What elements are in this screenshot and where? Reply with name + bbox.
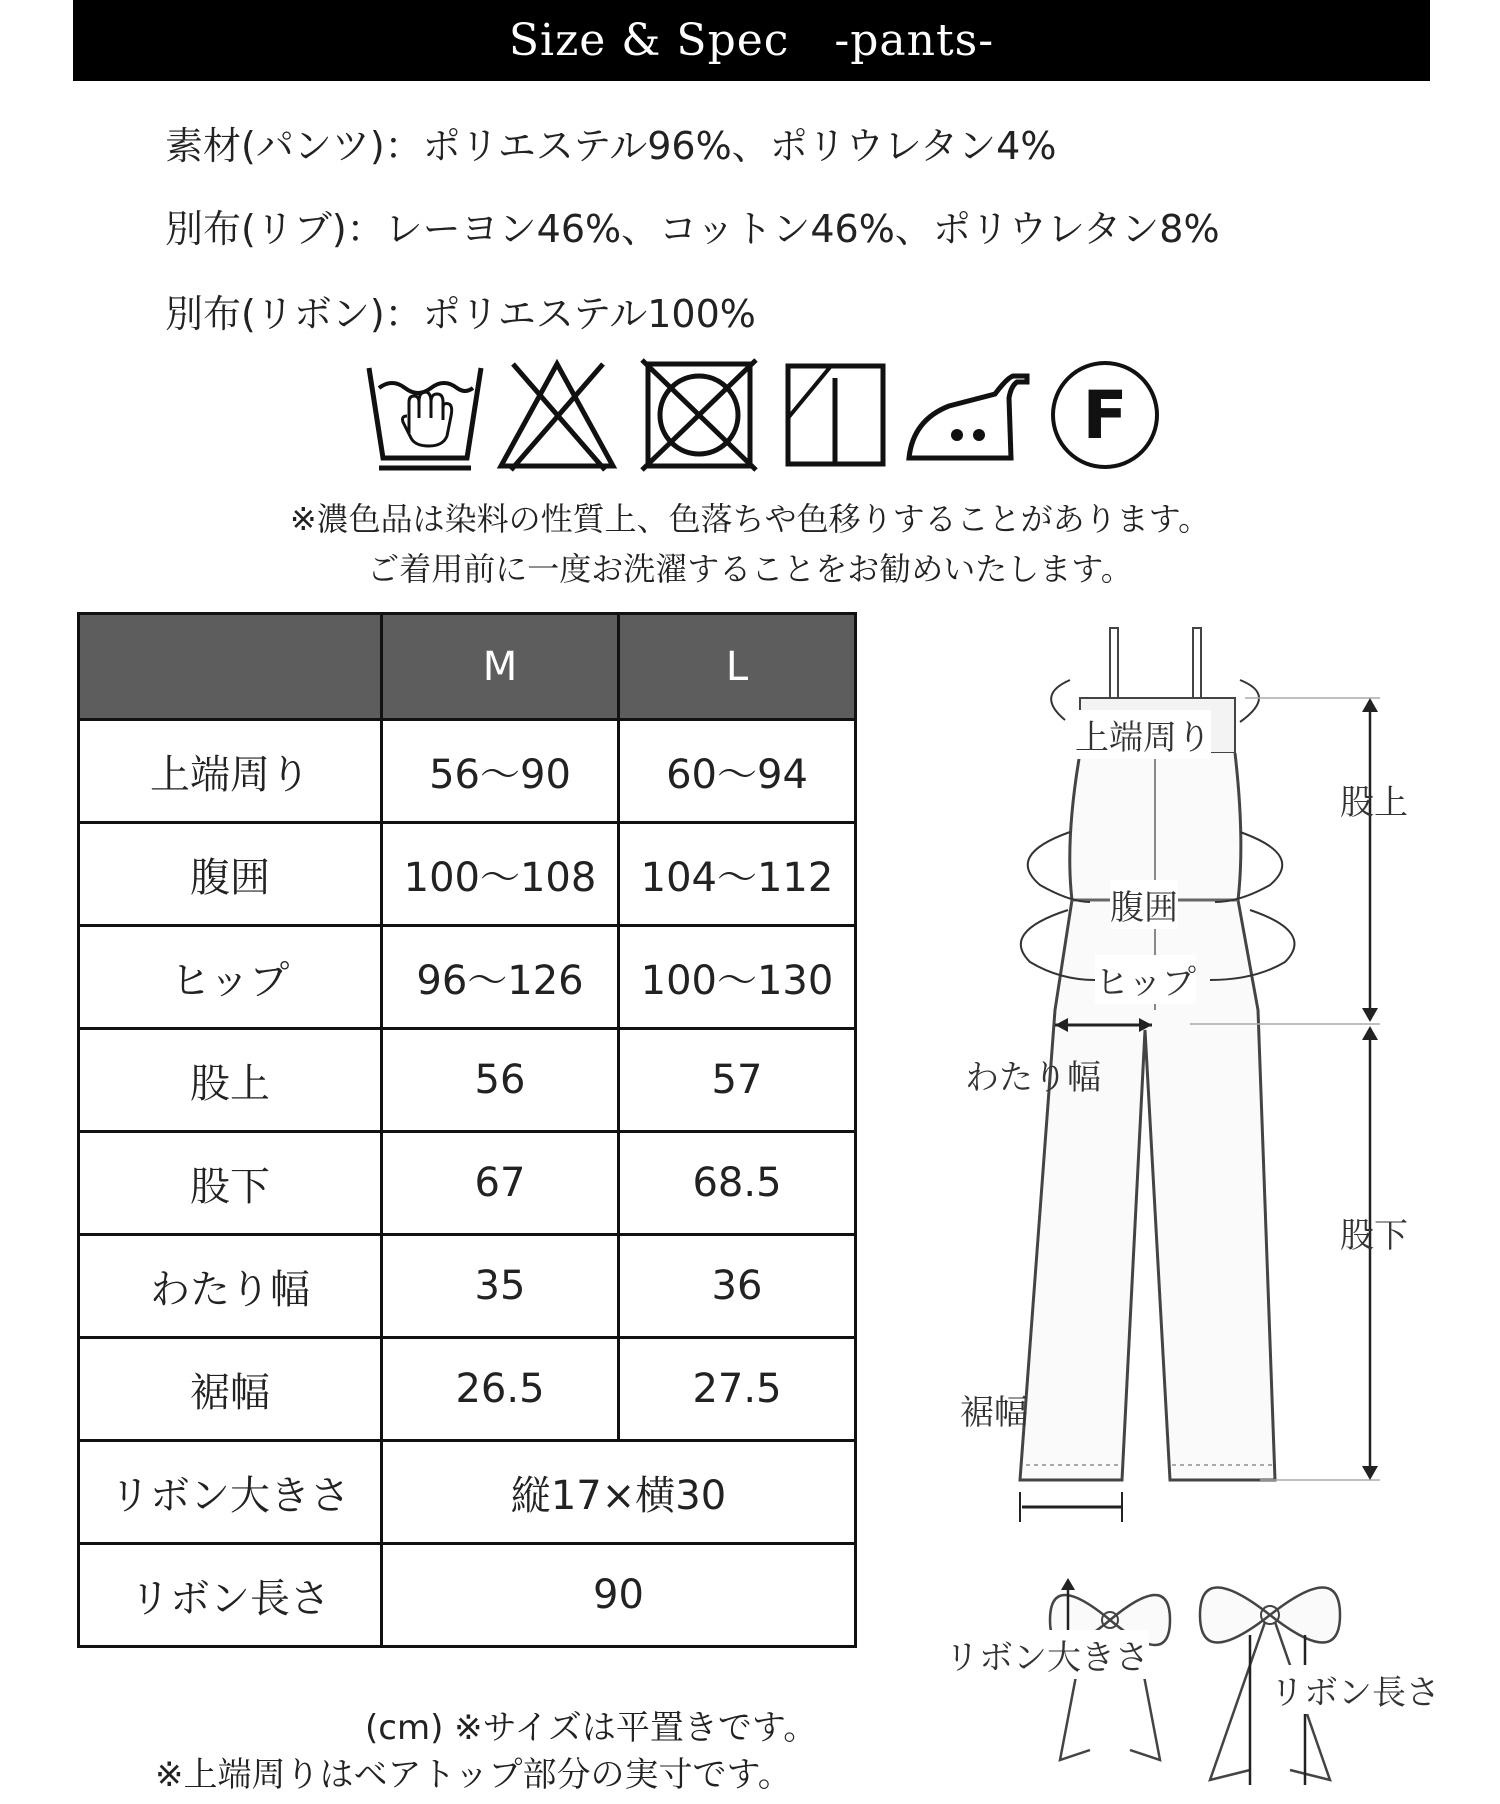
row-value-m: 35 — [382, 1235, 619, 1338]
row-value-l: 57 — [619, 1029, 856, 1132]
dry-clean-f-icon — [1048, 358, 1163, 473]
dry-clean-letter: F — [1082, 377, 1128, 454]
table-row — [79, 926, 856, 1029]
row-value-l: 27.5 — [619, 1338, 856, 1441]
no-bleach-icon — [495, 358, 620, 473]
row-value-m: 100〜108 — [382, 823, 619, 926]
care-note-1: ※濃色品は染料の性質上、色落ちや色移りすることがあります。 — [289, 500, 1211, 538]
diagram-label-inseam: 股下 — [1340, 1216, 1408, 1256]
row-value-merged: 90 — [382, 1544, 856, 1647]
table-row — [79, 1235, 856, 1338]
material-line-rib: 別布(リブ)：レーヨン46%、コットン46%、ポリウレタン8% — [165, 207, 1220, 251]
drip-dry-shade-icon — [783, 358, 888, 473]
care-icons — [355, 358, 1155, 478]
diagram-label-ribbon-length: リボン長さ — [1270, 1665, 1440, 1714]
material-line-pants: 素材(パンツ)：ポリエステル96%、ポリウレタン4% — [165, 124, 1057, 168]
row-label: リボン大きさ — [79, 1441, 382, 1544]
table-row — [79, 823, 856, 926]
material-line-ribbon: 別布(リボン)：ポリエステル100% — [165, 292, 756, 336]
row-value-l: 100〜130 — [619, 926, 856, 1029]
row-value-m: 56 — [382, 1029, 619, 1132]
row-value-m: 67 — [382, 1132, 619, 1235]
header-cell-l: L — [619, 614, 856, 720]
row-value-merged: 縦17×横30 — [382, 1441, 856, 1544]
row-value-l: 60〜94 — [619, 720, 856, 823]
header-title: Size & Spec -pants- — [508, 15, 995, 66]
diagram-label-waist: 腹囲 — [1110, 880, 1178, 929]
diagram-label-hip: ヒップ — [1095, 955, 1196, 1004]
pants-illustration — [960, 610, 1500, 1800]
header-cell-empty — [79, 614, 382, 720]
iron-medium-icon — [903, 358, 1031, 473]
row-label: 股下 — [79, 1132, 382, 1235]
row-value-l: 104〜112 — [619, 823, 856, 926]
table-row — [79, 1441, 856, 1544]
size-table — [77, 612, 857, 1648]
section-header — [73, 0, 1430, 81]
footnote-units: (cm) ※サイズは平置きです。 — [365, 1708, 818, 1748]
diagram-label-ribbon-size: リボン大きさ — [945, 1630, 1149, 1679]
table-row — [79, 1544, 856, 1647]
row-label: ヒップ — [79, 926, 382, 1029]
measurement-diagram — [945, 610, 1500, 1800]
diagram-label-rise: 股上 — [1340, 783, 1408, 823]
table-row — [79, 1338, 856, 1441]
table-row — [79, 720, 856, 823]
hand-wash-icon — [365, 358, 485, 473]
no-tumble-dry-icon — [640, 358, 758, 473]
row-value-m: 96〜126 — [382, 926, 619, 1029]
diagram-label-thigh: わたり幅 — [965, 1058, 1101, 1098]
care-note-2: ご着用前に一度お洗濯することをお勧めいたします。 — [367, 550, 1133, 588]
row-value-l: 36 — [619, 1235, 856, 1338]
table-row — [79, 1132, 856, 1235]
footnote-top-measure: ※上端周りはベアトップ部分の実寸です。 — [155, 1755, 792, 1795]
row-label: 裾幅 — [79, 1338, 382, 1441]
diagram-label-hem: 裾幅 — [960, 1393, 1028, 1433]
table-row — [79, 1029, 856, 1132]
row-value-m: 26.5 — [382, 1338, 619, 1441]
table-header-row — [79, 614, 856, 720]
row-label: 上端周り — [79, 720, 382, 823]
diagram-label-top: 上端周り — [1075, 710, 1211, 759]
row-label: わたり幅 — [79, 1235, 382, 1338]
row-label: 腹囲 — [79, 823, 382, 926]
row-label: 股上 — [79, 1029, 382, 1132]
row-label: リボン長さ — [79, 1544, 382, 1647]
header-cell-m: M — [382, 614, 619, 720]
row-value-m: 56〜90 — [382, 720, 619, 823]
row-value-l: 68.5 — [619, 1132, 856, 1235]
